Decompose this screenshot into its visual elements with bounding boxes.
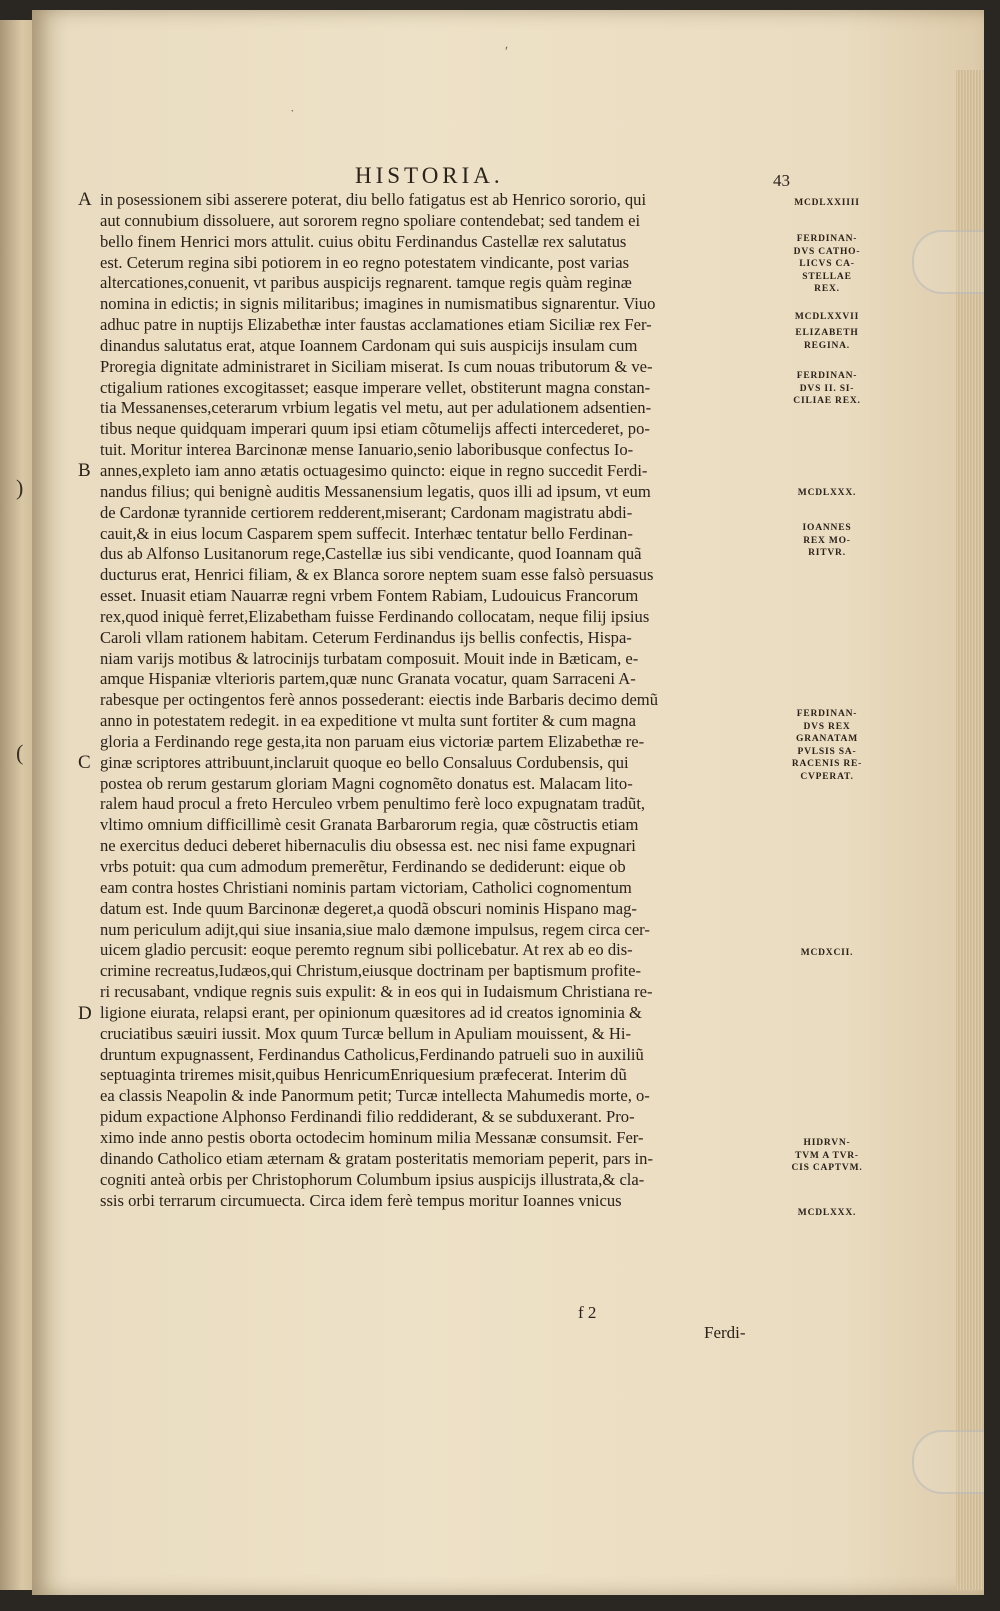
running-head: [0, 163, 1000, 193]
section-marker-a: A: [78, 189, 92, 210]
text-line: amque Hispaniæ vlterioris partem,quæ nunc Granata vocatur, quam Sarraceni A-: [100, 669, 636, 689]
folio-number: 43: [773, 171, 790, 190]
text-line: in posessionem sibi asserere poterat, diu bello fatigatus est ab Henrico sororio, qui: [100, 190, 647, 209]
body-text: [78, 189, 770, 1211]
text-line: ximo inde anno pestis oborta octodecim hominum milia Messanæ consumsit. Fer-: [100, 1127, 644, 1147]
section-marker-c: C: [78, 752, 91, 773]
text-line: datum est. Inde quum Barcinonæ degeret,a quodã obscuri nominis Hispano mag-: [100, 898, 637, 918]
text-line: tia Messanenses,ceterarum vrbium legatis vel metu, aut per adulationem adsentien-: [100, 398, 652, 418]
text-line: dus ab Alfonso Lusitanorum rege,Castellæ ius sibi vendicante, quod Ioannam quã: [100, 544, 642, 564]
text-line: pidum expactione Alphonso Ferdinandi filio reddiderant, & se subduxerant. Pro-: [100, 1107, 635, 1127]
text-line: ducturus erat, Henrici filiam, & ex Blanca sorore neptem suam esse falsò persuasus: [100, 565, 654, 585]
text-line: anno in potestatem redegit. in ea expeditione vt multa sunt fortiter & cum magna: [100, 711, 636, 731]
text-line: aut connubium dissoluere, aut sororem regno spoliare contendebat; sed tandem ei: [100, 210, 641, 230]
left-page-mark: (: [16, 740, 24, 765]
text-line: niam varijs motibus & latrocinijs turbatam composuit. Mouit inde in Bæticam, e-: [100, 648, 639, 668]
section-marker-d: D: [78, 1003, 92, 1024]
text-line: ssis orbi terrarum circumuecta. Circa idem ferè tempus moritur Ioannes vnicus: [100, 1190, 622, 1210]
text-line: ne exercitus deduci deberet hibernaculis diu obsessa est. nec nisi fame expugnari: [100, 836, 636, 856]
text-line: rabesque per octingentos ferè annos possederant: eiectis inde Barbaris decimo demũ: [100, 690, 659, 710]
running-head-title: HISTORIA.: [355, 163, 504, 188]
text-line: cruciatibus sæuiri iussit. Mox quum Turcæ bellum in Apuliam mouissent, & Hi-: [100, 1023, 632, 1043]
text-line: eam contra hostes Christiani nominis partam victoriam, Catholici cognomentum: [100, 877, 632, 897]
text-line: gloria a Ferdinando rege gesta,ita non paruam eius victoriæ partem Elizabethæ re-: [100, 731, 645, 751]
text-line: cauit,& in eius locum Casparem spem suffecit. Interhæc tentatur bello Ferdinan-: [100, 523, 633, 543]
text-line: rex,quod iniquè ferret,Elizabetham fuisse Ferdinando collocatam, neque filij ipsius: [100, 606, 650, 626]
text-line: nomina in edictis; in signis militaribus; imagines in numismatibus signarentur. Viuo: [100, 294, 656, 314]
text-line: ri recusabant, vndique regnis suis expulit: & in eos qui in Iudaismum Christiana re-: [100, 982, 653, 1002]
margin-note-year: MCDLXXX.: [797, 1208, 857, 1218]
margin-note-ioannes-dies: IOANNES REX MO- RITVR.: [802, 523, 852, 558]
page-fore-edge: [956, 70, 984, 1590]
ink-speck: ˙: [290, 108, 295, 123]
margin-note-elizabeth: ELIZABETH REGINA.: [795, 328, 859, 351]
text-line: septuaginta triremes misit,quibus HenricumEnriquesium præfecerat. Interim dũ: [100, 1065, 627, 1085]
text-line: Caroli vllam rationem habitam. Ceterum Ferdinandus ijs bellis confectis, Hispa-: [100, 627, 632, 647]
text-line: nandus filius; qui benignè auditis Messanensium legatis, quos illi ad ipsum, vt eum: [100, 481, 651, 501]
text-line: ralem haud procul a freto Herculeo vrbem penultimo ferè loco expugnatam tradũt,: [100, 794, 646, 814]
text-line: annes,expleto iam anno ætatis octuagesimo quincto: eique in regno succedit Ferdi-: [100, 460, 648, 480]
catchword: Ferdi-: [704, 1323, 746, 1342]
text-line: ligione eiurata, relapsi erant, per opinionum quæsitores ad id creatos ignominia &: [100, 1002, 642, 1022]
ink-speck: ʹ: [505, 45, 509, 60]
margin-note-year: MCDXCII.: [800, 948, 854, 958]
text-line: adhuc patre in nuptijs Elizabethæ inter faustas acclamationes etiam Siciliæ rex Fer-: [100, 315, 652, 335]
text-line: uicem gladio percusit: eoque peremto regnum sibi pollicebatur. At rex ab eo dis-: [100, 940, 633, 960]
margin-note-granada: FERDINAN- DVS REX GRANATAM PVLSIS SA- RACENIS RE- CVPERAT.: [791, 709, 863, 782]
text-line: postea ob rerum gestarum gloriam Magni cognomẽto donatus est. Malacam lito-: [100, 773, 633, 793]
text-line: num periculum adijt,qui siue insania,siue malo dæmone impulsus, regem circa cer-: [100, 919, 650, 939]
text-line: altercationes,conuenit, vt paribus auspicijs regnarent. tamque regis quàm reginæ: [100, 273, 632, 293]
text-line: vltimo omnium difficillimè cesit Granata Barbarorum regia, quæ cõstructis etiam: [100, 815, 639, 835]
text-line: cogniti anteà orbis per Christophorum Columbum ipsius auspicijs illustrata,& cla-: [100, 1169, 645, 1189]
text-line: vrbs potuit: qua cum admodum premerẽtur, Ferdinando se dediderunt: eique ob: [100, 857, 626, 876]
page-clip-bottom: [912, 1430, 984, 1494]
section-marker-b: B: [78, 460, 91, 481]
signature-mark: f 2: [578, 1303, 597, 1322]
text-line: ginæ scriptores attribuunt,inclaruit quoque eo bello Consaluus Cordubensis, qui: [100, 752, 629, 772]
text-line: esset. Inuasit etiam Nauarræ regni vrbem Fontem Rabiam, Ludouicus Francorum: [100, 586, 639, 606]
text-line: druntum expugnassent, Ferdinandus Catholicus,Ferdinando patrueli suo in auxiliũ: [100, 1044, 644, 1064]
text-line: dinando Catholico etiam æternam & gratam posteritatis memoriam peperit, pars in-: [100, 1148, 653, 1168]
text-line: dinandus salutatus erat, atque Ioannem Cardonam qui suis auspicijs insulam cum: [100, 335, 638, 355]
margin-note-otranto: HIDRVN- TVM A TVR- CIS CAPTVM.: [791, 1138, 863, 1173]
margin-note-year: MCDLXXX.: [797, 488, 857, 498]
text-line: tuit. Moritur interea Barcinonæ mense Ianuario,senio laboribusque confectus Io-: [100, 440, 634, 460]
text-line: bello finem Henrici mors attulit. cuius obitu Ferdinandus Castellæ rex salutatus: [100, 231, 627, 251]
text-line: Proregia dignitate administraret in Siciliam miserat. Is cum nouas tributorum & ve-: [100, 356, 653, 376]
margin-note-year: MCDLXXVII: [794, 312, 860, 322]
margin-note-ferdinand-sicily: FERDINAN- DVS II. SI- CILIAE REX.: [793, 371, 861, 406]
text-line: de Cardonæ tyrannide certiorem redderent,miserant; Cardonam magistratu abdi-: [100, 502, 633, 522]
text-line: crimine recreatus,Iudæos,qui Christum,eiusque doctrinam per baptismum profite-: [100, 961, 642, 981]
text-line: tibus neque quidquam imperari quum ipsi etiam cõtumelijs affecti intercederet, po-: [100, 419, 650, 439]
text-line: ctigalium rationes excogitasset; easque imperare vellet, obstiterunt magna constan-: [100, 377, 651, 397]
page-clip-top: [912, 230, 984, 294]
text-line: est. Ceterum regina sibi potiorem in eo regno potestatem vindicante, post varias: [100, 252, 630, 272]
margin-note-ferdinand-castile: FERDINAN- DVS CATHO- LICVS CA- STELLAE REX.: [793, 234, 861, 294]
text-line: ea classis Neapolin & inde Panormum petit; Turcæ intellecta Mahumedis morte, o-: [100, 1086, 650, 1106]
left-page-mark: ): [16, 475, 24, 500]
margin-note-year: MCDLXXIIII: [794, 198, 860, 208]
